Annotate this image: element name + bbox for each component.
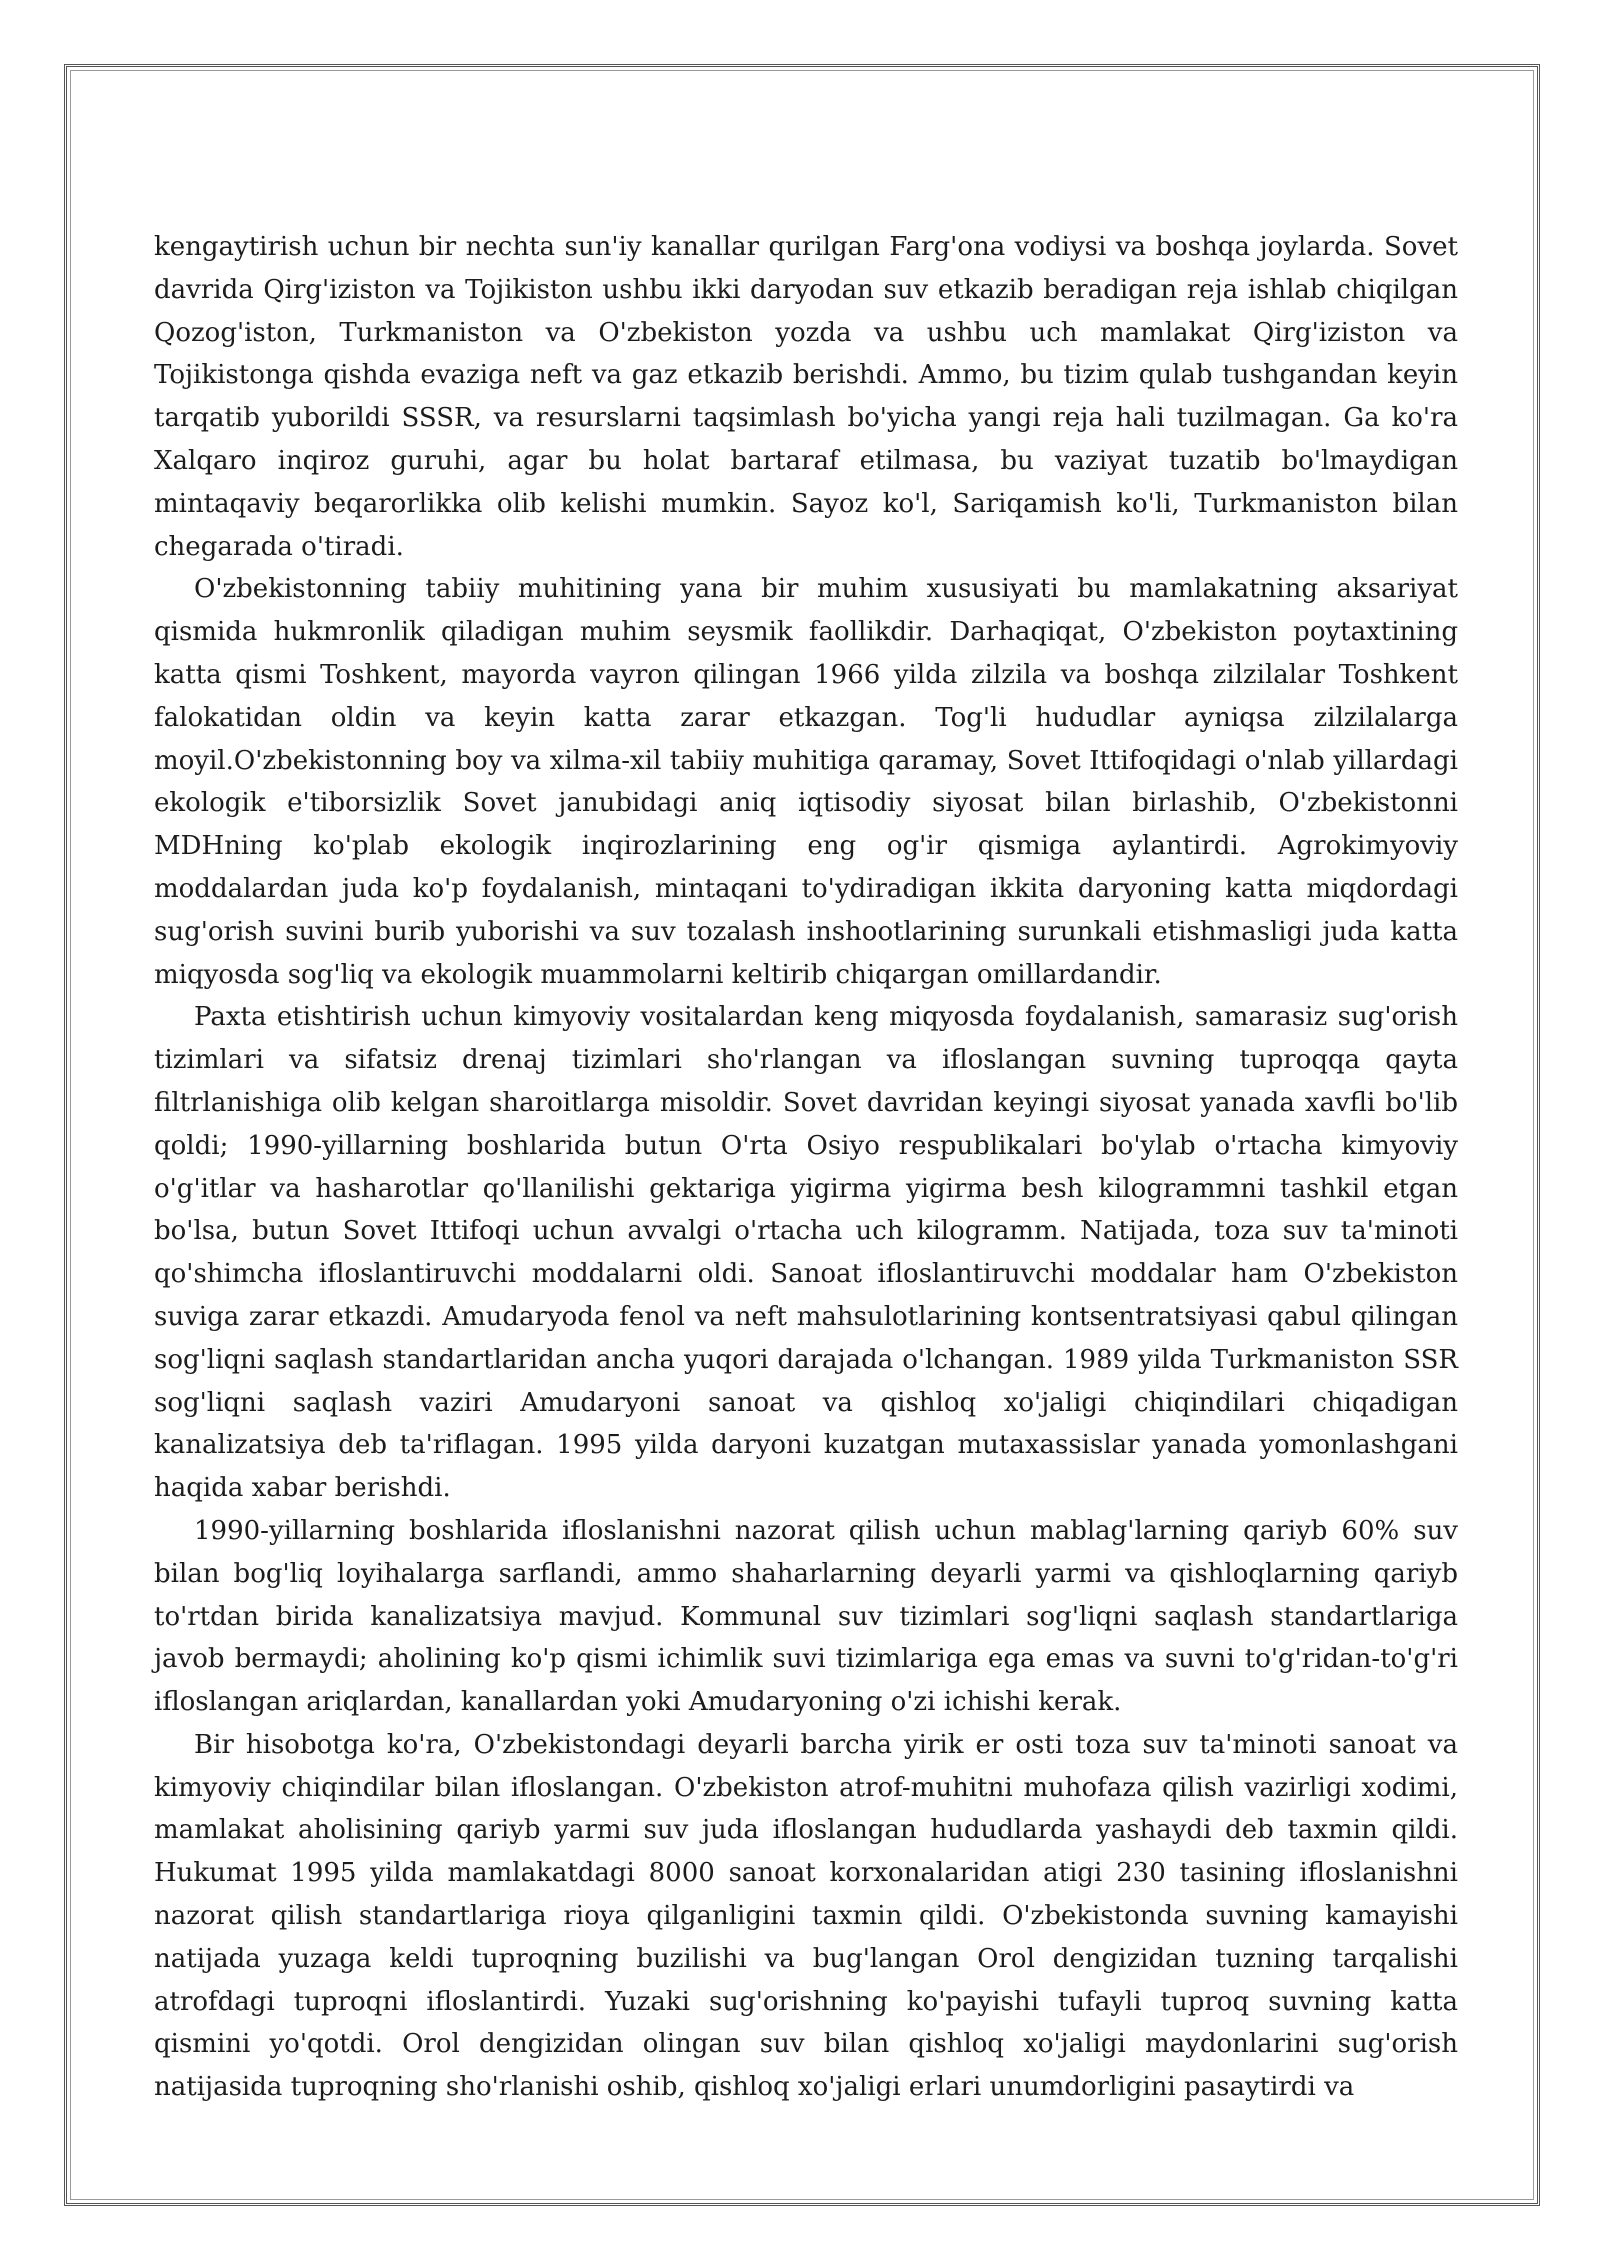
paragraph-3: Paxta etishtirish uchun kimyoviy vositalardan keng miqyosda foydalanish, samarasiz sug'orish tizimlari va sifatsiz drenaj tizimlari sho'rlangan va ifloslangan suvning tuproqqa qayta filtrlanishiga olib kelgan sharoitlarga misoldir. Sovet davridan keyingi siyosat yanada xavfli bo'lib qoldi; 1990-yillarning boshlarida butun O'rta Osiyo respublikalari bo'ylab o'rtacha kimyoviy o'g'itlar va hasharotlar qo'llanilishi gektariga yigirma yigirma besh kilogrammni tashkil etgan bo'lsa, butun Sovet Ittifoqi uchun avvalgi o'rtacha uch kilogramm. Natijada, toza suv ta'minoti qo'shimcha ifloslantiruvchi moddalarni oldi. Sanoat ifloslantiruvchi moddalar ham O'zbekiston suviga zarar etkazdi. Amudaryoda fenol va neft mahsulotlarining kontsentratsiyasi qabul qilingan sog'liqni saqlash standartlaridan ancha yuqori darajada o'lchangan. 1989 yilda Turkmaniston SSR sog'liqni saqlash vaziri Amudaryoni sanoat va qishloq xo'jaligi chiqindilari chiqadigan kanalizatsiya deb ta'riflagan. 1995 yilda daryoni kuzatgan mutaxassislar yanada yomonlashgani haqida xabar berishdi. xyxy=(154,1002,1458,1504)
paragraph-4: 1990-yillarning boshlarida ifloslanishni nazorat qilish uchun mablag'larning qariyb 60% suv bilan bog'liq loyihalarga sarflandi, ammo shaharlarning deyarli yarmi va qishloqlarning qariyb to'rtdan birida kanalizatsiya mavjud. Kommunal suv tizimlari sog'liqni saqlash standartlariga javob bermaydi; aholining ko'p qismi ichimlik suvi tizimlariga ega emas va suvni to'g'ridan-to'g'ri ifloslangan ariqlardan, kanallardan yoki Amudaryoning o'zi ichishi kerak. xyxy=(154,1515,1458,1718)
document-body xyxy=(154,226,1458,2109)
paragraph-5: Bir hisobotga ko'ra, O'zbekistondagi deyarli barcha yirik er osti toza suv ta'minoti sanoat va kimyoviy chiqindilar bilan ifloslangan. O'zbekiston atrof-muhitni muhofaza qilish vazirligi xodimi, mamlakat aholisining qariyb yarmi suv juda ifloslangan hududlarda yashaydi deb taxmin qildi. Hukumat 1995 yilda mamlakatdagi 8000 sanoat korxonalaridan atigi 230 tasining ifloslanishni nazorat qilish standartlariga rioya qilganligini taxmin qildi. O'zbekistonda suvning kamayishi natijada yuzaga keldi tuproqning buzilishi va bug'langan Orol dengizidan tuzning tarqalishi atrofdagi tuproqni ifloslantirdi. Yuzaki sug'orishning ko'payishi tufayli tuproq suvning katta qismini yo'qotdi. Orol dengizidan olingan suv bilan qishloq xo'jaligi maydonlarini sug'orish natijasida tuproqning sho'rlanishi oshib, qishloq xo'jaligi erlari unumdorligini pasaytirdi va xyxy=(154,1729,1458,2103)
paragraph-2: O'zbekistonning tabiiy muhitining yana bir muhim xususiyati bu mamlakatning aksariyat qismida hukmronlik qiladigan muhim seysmik faollikdir. Darhaqiqat, O'zbekiston poytaxtining katta qismi Toshkent, mayorda vayron qilingan 1966 yilda zilzila va boshqa zilzilalar Toshkent falokatidan oldin va keyin katta zarar etkazgan. Tog'li hududlar ayniqsa zilzilalarga moyil.O'zbekistonning boy va xilma-xil tabiiy muhitiga qaramay, Sovet Ittifoqidagi o'nlab yillardagi ekologik e'tiborsizlik Sovet janubidagi aniq iqtisodiy siyosat bilan birlashib, O'zbekistonni MDHning ko'plab ekologik inqirozlarining eng og'ir qismiga aylantirdi. Agrokimyoviy moddalardan juda ko'p foydalanish, mintaqani to'ydiradigan ikkita daryoning katta miqdordagi sug'orish suvini burib yuborishi va suv tozalash inshootlarining surunkali etishmasligi juda katta miqyosda sog'liq va ekologik muammolarni keltirib chiqargan omillardandir. xyxy=(154,574,1458,990)
paragraph-1: kengaytirish uchun bir nechta sun'iy kanallar qurilgan Farg'ona vodiysi va boshqa joylarda. Sovet davrida Qirg'iziston va Tojikiston ushbu ikki daryodan suv etkazib beradigan reja ishlab chiqilgan Qozog'iston, Turkmaniston va O'zbekiston yozda va ushbu uch mamlakat Qirg'iziston va Tojikistonga qishda evaziga neft va gaz etkazib berishdi. Ammo, bu tizim qulab tushgandan keyin tarqatib yuborildi SSSR, va resurslarni taqsimlash bo'yicha yangi reja hali tuzilmagan. Ga ko'ra Xalqaro inqiroz guruhi, agar bu holat bartaraf etilmasa, bu vaziyat tuzatib bo'lmaydigan mintaqaviy beqarorlikka olib kelishi mumkin. Sayoz ko'l, Sariqamish ko'li, Turkmaniston bilan chegarada o'tiradi. xyxy=(154,232,1458,562)
